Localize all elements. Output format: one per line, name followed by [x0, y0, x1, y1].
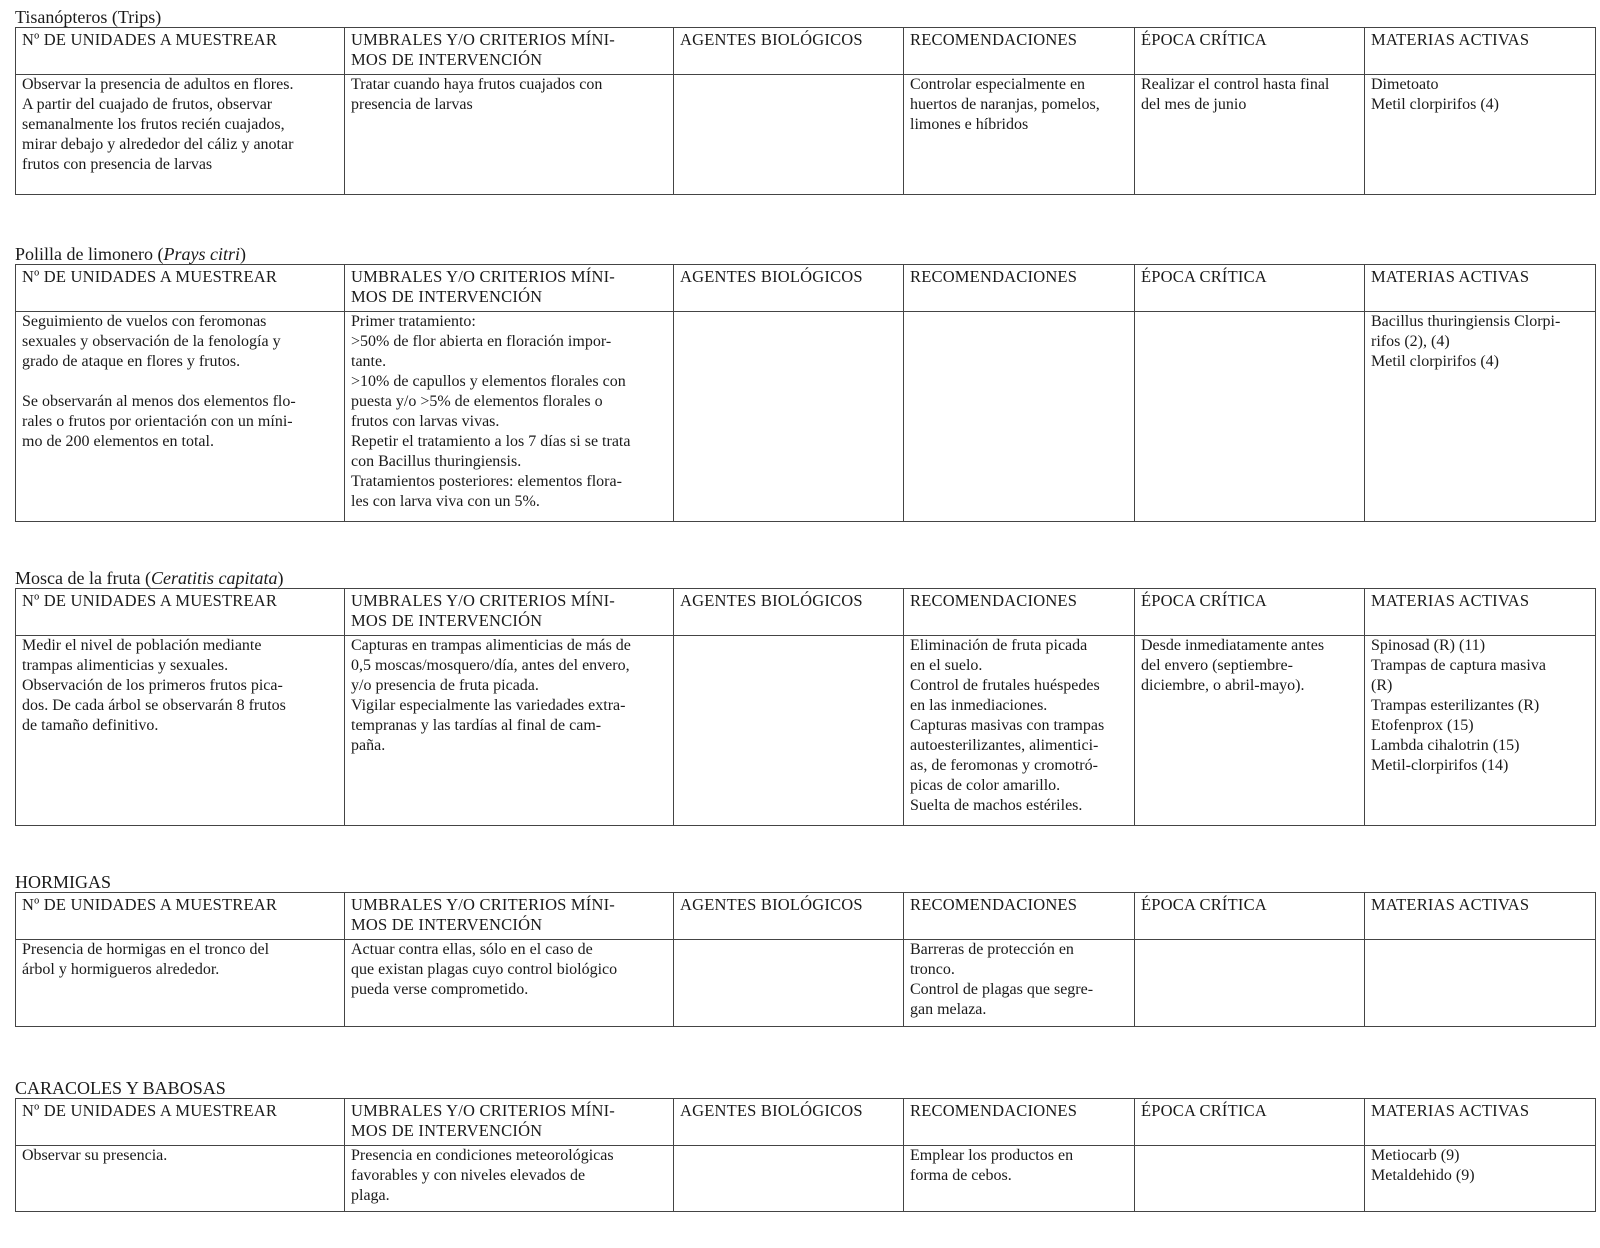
col-header-materias: MATERIAS ACTIVAS	[1365, 28, 1596, 75]
header-row	[16, 28, 1596, 75]
table-row	[16, 75, 1596, 195]
col-header-muestrear: Nº DE UNIDADES A MUESTREAR	[16, 893, 345, 940]
table-row	[16, 312, 1596, 522]
col-header-epoca: ÉPOCA CRÍTICA	[1135, 265, 1365, 312]
section-title: Mosca de la fruta (Ceratitis capitata)	[15, 568, 284, 588]
cell-muestrear: Medir el nivel de población mediante trampas alimenticias y sexuales. Observación de los primeros frutos pica- dos. De cada árbol se observarán 8 frutos de tamaño definitivo.	[16, 636, 345, 826]
header-row	[16, 893, 1596, 940]
cell-agentes	[674, 636, 904, 826]
cell-epoca	[1135, 1146, 1365, 1212]
col-header-muestrear: Nº DE UNIDADES A MUESTREAR	[16, 28, 345, 75]
cell-epoca	[1135, 312, 1365, 522]
col-header-materias: MATERIAS ACTIVAS	[1365, 1099, 1596, 1146]
col-header-agentes: AGENTES BIOLÓGICOS	[674, 893, 904, 940]
col-header-agentes: AGENTES BIOLÓGICOS	[674, 28, 904, 75]
table-row	[16, 940, 1596, 1027]
cell-muestrear: Seguimiento de vuelos con feromonas sexuales y observación de la fenología y grado de ataque en flores y frutos. Se observarán al menos dos elementos flo- rales o frutos por orientación con un míni- mo de 200 elementos en total.	[16, 312, 345, 522]
cell-recomendaciones	[904, 312, 1135, 522]
cell-agentes	[674, 940, 904, 1027]
col-header-recomendaciones: RECOMENDACIONES	[904, 28, 1135, 75]
cell-umbrales: Presencia en condiciones meteorológicas favorables y con niveles elevados de plaga.	[345, 1146, 674, 1212]
col-header-agentes: AGENTES BIOLÓGICOS	[674, 589, 904, 636]
section-title: Polilla de limonero (Prays citri)	[15, 244, 246, 264]
col-header-umbrales: UMBRALES Y/O CRITERIOS MÍNI- MOS DE INTERVENCIÓN	[345, 1099, 674, 1146]
cell-muestrear: Presencia de hormigas en el tronco del árbol y hormigueros alrededor.	[16, 940, 345, 1027]
cell-materias: Dimetoato Metil clorpirifos (4)	[1365, 75, 1596, 195]
pest-table	[15, 892, 1596, 1027]
cell-muestrear: Observar su presencia.	[16, 1146, 345, 1212]
cell-umbrales: Primer tratamiento: >50% de flor abierta en floración impor- tante. >10% de capullos y elementos florales con puesta y/o >5% de elementos florales o frutos con larvas vivas. Repetir el tratamiento a los 7 días si se trata con Bacillus thuringiensis. Tratamientos posteriores: elementos flora- les con larva viva con un 5%.	[345, 312, 674, 522]
cell-recomendaciones: Eliminación de fruta picada en el suelo. Control de frutales huéspedes en las inmediaciones. Capturas masivas con trampas autoesterilizantes, alimentici- as, de feromonas y cromotró- picas de color amarillo. Suelta de machos estériles.	[904, 636, 1135, 826]
header-row	[16, 265, 1596, 312]
col-header-recomendaciones: RECOMENDACIONES	[904, 893, 1135, 940]
col-header-recomendaciones: RECOMENDACIONES	[904, 265, 1135, 312]
col-header-umbrales: UMBRALES Y/O CRITERIOS MÍNI- MOS DE INTERVENCIÓN	[345, 893, 674, 940]
cell-materias	[1365, 940, 1596, 1027]
section-title: HORMIGAS	[15, 872, 112, 892]
cell-umbrales: Tratar cuando haya frutos cuajados con presencia de larvas	[345, 75, 674, 195]
cell-recomendaciones: Controlar especialmente en huertos de naranjas, pomelos, limones e híbridos	[904, 75, 1135, 195]
pest-table	[15, 264, 1596, 522]
cell-umbrales: Actuar contra ellas, sólo en el caso de que existan plagas cuyo control biológico pueda verse comprometido.	[345, 940, 674, 1027]
cell-materias: Metiocarb (9) Metaldehido (9)	[1365, 1146, 1596, 1212]
cell-epoca: Desde inmediatamente antes del envero (septiembre- diciembre, o abril-mayo).	[1135, 636, 1365, 826]
col-header-umbrales: UMBRALES Y/O CRITERIOS MÍNI- MOS DE INTERVENCIÓN	[345, 28, 674, 75]
cell-epoca: Realizar el control hasta final del mes de junio	[1135, 75, 1365, 195]
cell-materias: Bacillus thuringiensis Clorpi- rifos (2), (4) Metil clorpirifos (4)	[1365, 312, 1596, 522]
col-header-muestrear: Nº DE UNIDADES A MUESTREAR	[16, 589, 345, 636]
table-row	[16, 1146, 1596, 1212]
header-row	[16, 1099, 1596, 1146]
col-header-recomendaciones: RECOMENDACIONES	[904, 589, 1135, 636]
header-row	[16, 589, 1596, 636]
cell-agentes	[674, 1146, 904, 1212]
col-header-recomendaciones: RECOMENDACIONES	[904, 1099, 1135, 1146]
col-header-epoca: ÉPOCA CRÍTICA	[1135, 28, 1365, 75]
col-header-umbrales: UMBRALES Y/O CRITERIOS MÍNI- MOS DE INTERVENCIÓN	[345, 589, 674, 636]
cell-agentes	[674, 312, 904, 522]
pest-table	[15, 588, 1596, 826]
col-header-agentes: AGENTES BIOLÓGICOS	[674, 265, 904, 312]
cell-agentes	[674, 75, 904, 195]
cell-recomendaciones: Barreras de protección en tronco. Control de plagas que segre- gan melaza.	[904, 940, 1135, 1027]
col-header-muestrear: Nº DE UNIDADES A MUESTREAR	[16, 1099, 345, 1146]
section-title: Tisanópteros (Trips)	[15, 7, 162, 27]
col-header-epoca: ÉPOCA CRÍTICA	[1135, 893, 1365, 940]
col-header-epoca: ÉPOCA CRÍTICA	[1135, 1099, 1365, 1146]
col-header-muestrear: Nº DE UNIDADES A MUESTREAR	[16, 265, 345, 312]
cell-umbrales: Capturas en trampas alimenticias de más de 0,5 moscas/mosquero/día, antes del envero, y/o presencia de fruta picada. Vigilar especialmente las variedades extra- tempranas y las tardías al final de cam- paña.	[345, 636, 674, 826]
cell-muestrear: Observar la presencia de adultos en flores. A partir del cuajado de frutos, observar semanalmente los frutos recién cuajados, mirar debajo y alrededor del cáliz y anotar frutos con presencia de larvas	[16, 75, 345, 195]
cell-recomendaciones: Emplear los productos en forma de cebos.	[904, 1146, 1135, 1212]
section-title: CARACOLES Y BABOSAS	[15, 1078, 226, 1098]
pest-table	[15, 1098, 1596, 1212]
cell-epoca	[1135, 940, 1365, 1027]
col-header-agentes: AGENTES BIOLÓGICOS	[674, 1099, 904, 1146]
cell-materias: Spinosad (R) (11) Trampas de captura masiva (R) Trampas esterilizantes (R) Etofenprox (15) Lambda cihalotrin (15) Metil-clorpirifos (14)	[1365, 636, 1596, 826]
col-header-materias: MATERIAS ACTIVAS	[1365, 893, 1596, 940]
pest-table	[15, 27, 1596, 195]
col-header-materias: MATERIAS ACTIVAS	[1365, 589, 1596, 636]
table-row	[16, 636, 1596, 826]
col-header-epoca: ÉPOCA CRÍTICA	[1135, 589, 1365, 636]
col-header-umbrales: UMBRALES Y/O CRITERIOS MÍNI- MOS DE INTERVENCIÓN	[345, 265, 674, 312]
col-header-materias: MATERIAS ACTIVAS	[1365, 265, 1596, 312]
